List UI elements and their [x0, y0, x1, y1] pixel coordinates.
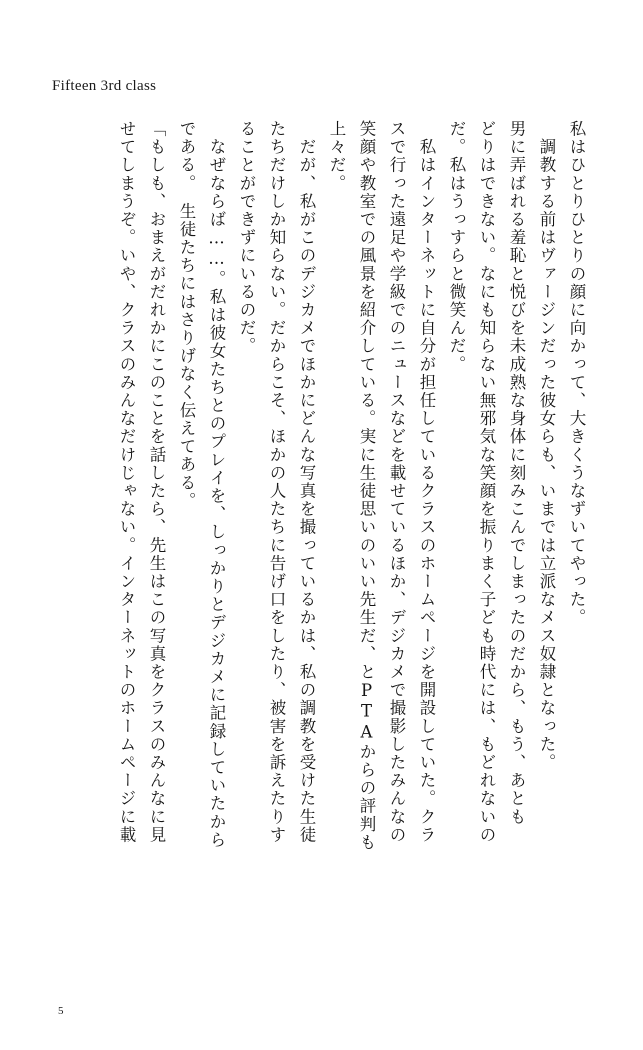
text-column: 私はインターネットに自分が担任しているクラスのホームページを開設していた。クラ	[417, 120, 436, 844]
text-column: だ。私はうっすらと微笑んだ。	[447, 120, 466, 374]
vertical-body-text	[40, 120, 591, 982]
text-column: どりはできない。なにも知らない無邪気な笑顔を振りまく子ども時代には、もどれないの	[477, 120, 496, 844]
text-column: スで行った遠足や学級でのニュースなどを載せているほか、デジカメで撮影したみんなの	[387, 120, 406, 844]
text-column: せてしまうぞ。いや、クラスのみんなだけじゃない。インターネットのホームページに載	[117, 120, 136, 844]
page-number: 5	[58, 1005, 64, 1017]
text-column: である。 生徒たちにはさりげなく伝えてある。	[177, 120, 196, 510]
text-column: 調教する前はヴァージンだった彼女らも、いまでは立派なメス奴隷となった。	[537, 120, 556, 772]
text-column: 上々だ。	[327, 120, 346, 193]
text-column: 「もしも、おまえがだれかにこのことを話したら、先生はこの写真をクラスのみんなに見	[147, 120, 166, 844]
text-column: ることができずにいるのだ。	[237, 120, 256, 356]
text-column: 私はひとりひとりの顔に向かって、大きくうなずいてやった。	[567, 120, 586, 627]
text-column: たちだけしか知らない。だからこそ、ほかの人たちに告げ口をしたり、被害を訴えたりす	[267, 120, 286, 844]
text-column: 男に弄ばれる羞恥と悦びを未成熟な身体に刻みこんでしまったのだから、もう、あとも	[507, 120, 526, 826]
running-head: Fifteen 3rd class	[52, 78, 157, 94]
text-column: なぜならば……。私は彼女たちとのプレイを、しっかりとデジカメに記録していたから	[207, 120, 226, 849]
text-column: 笑顔や教室での風景を紹介している。実に生徒思いのいい先生だ、とPTAからの評判も	[357, 120, 376, 852]
text-column: だが、私がこのデジカメでほかにどんな写真を撮っているかは、私の調教を受けた生徒	[297, 120, 316, 844]
